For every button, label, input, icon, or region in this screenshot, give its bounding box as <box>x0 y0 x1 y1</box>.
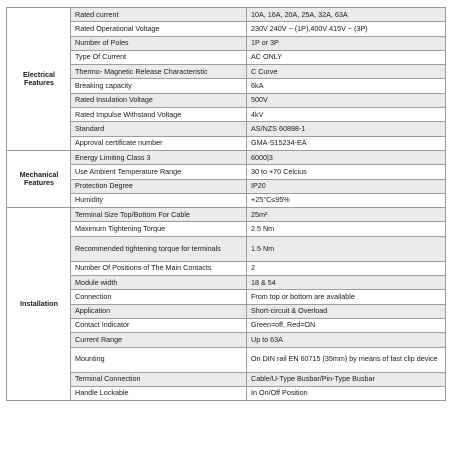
spec-label: Application <box>71 304 247 318</box>
spec-label: Rated Impulse Withstand Voltage <box>71 108 247 122</box>
specification-table-body <box>7 8 446 401</box>
spec-label: Humidity <box>71 193 247 207</box>
spec-row-energy-limiting-class-3 <box>7 150 446 164</box>
spec-value: Up to 63A <box>247 333 446 347</box>
spec-row-rated-current <box>7 8 446 22</box>
spec-label: Recommended tightening torque for terminals <box>71 236 247 261</box>
spec-row-maximum-tightening-torque <box>7 222 446 236</box>
spec-label: Module width <box>71 276 247 290</box>
spec-row-mounting <box>7 347 446 372</box>
spec-value: 10A, 16A, 20A, 25A, 32A, 63A <box>247 8 446 22</box>
spec-label: Rated current <box>71 8 247 22</box>
spec-label: Number of Poles <box>71 36 247 50</box>
spec-value: C Curve <box>247 65 446 79</box>
spec-row-protection-degree <box>7 179 446 193</box>
spec-value: AS/NZS 60898-1 <box>247 122 446 136</box>
spec-value: 4kV <box>247 108 446 122</box>
spec-value: Short-circuit & Overload <box>247 304 446 318</box>
spec-row-approval-certificate-number <box>7 136 446 150</box>
spec-row-connection <box>7 290 446 304</box>
spec-value: Green=off, Red=ON <box>247 318 446 332</box>
spec-value: 230V 240V ~ (1P),400V 415V ~ (3P) <box>247 22 446 36</box>
spec-label: Thermo- Magnetic Release Characteristic <box>71 65 247 79</box>
spec-value: 1P or 3P <box>247 36 446 50</box>
spec-value: 6kA <box>247 79 446 93</box>
spec-value: In On/Off Position <box>247 386 446 400</box>
spec-label: Terminal Connection <box>71 372 247 386</box>
spec-value: 25m² <box>247 208 446 222</box>
spec-row-number-of-positions-of-the-main-contacts <box>7 261 446 275</box>
spec-row-terminal-size-top-bottom-for-cable <box>7 208 446 222</box>
spec-label: Protection Degree <box>71 179 247 193</box>
spec-row-breaking-capacity <box>7 79 446 93</box>
spec-value: 30 to +70 Celcius <box>247 165 446 179</box>
spec-value: IP20 <box>247 179 446 193</box>
spec-row-rated-operational-voltage <box>7 22 446 36</box>
spec-value: From top or bottom are available <box>247 290 446 304</box>
spec-value: GMA-S15234-EA <box>247 136 446 150</box>
spec-label: Terminal Size Top/Bottom For Cable <box>71 208 247 222</box>
spec-row-terminal-connection <box>7 372 446 386</box>
spec-label: Handle Lockable <box>71 386 247 400</box>
group-title-electrical-features: Electrical Features <box>7 8 71 151</box>
spec-value: Cable/U-Type Busbar/Pin-Type Busbar <box>247 372 446 386</box>
spec-row-module-width <box>7 276 446 290</box>
spec-value: 2.5 Nm <box>247 222 446 236</box>
spec-label: Energy Limiting Class 3 <box>71 150 247 164</box>
spec-value: 18 & 54 <box>247 276 446 290</box>
spec-value: AC ONLY <box>247 50 446 64</box>
spec-value: +25°C≤95% <box>247 193 446 207</box>
spec-row-application <box>7 304 446 318</box>
spec-row-type-of-current <box>7 50 446 64</box>
spec-label: Mounting <box>71 347 247 372</box>
spec-value: On DIN rail EN 60715 (35mm) by means of fast clip device <box>247 347 446 372</box>
spec-label: Maximum Tightening Torque <box>71 222 247 236</box>
spec-label: Standard <box>71 122 247 136</box>
spec-value: 6000|3 <box>247 150 446 164</box>
spec-label: Approval certificate number <box>71 136 247 150</box>
group-title-mechanical-features: Mechanical Features <box>7 150 71 207</box>
group-title-installation: Installation <box>7 208 71 401</box>
spec-row-humidity <box>7 193 446 207</box>
spec-value: 500V <box>247 93 446 107</box>
spec-label: Breaking capacity <box>71 79 247 93</box>
spec-row-rated-impulse-withstand-voltage <box>7 108 446 122</box>
specification-table <box>6 7 446 401</box>
spec-row-current-range <box>7 333 446 347</box>
spec-row-number-of-poles <box>7 36 446 50</box>
spec-label: Current Range <box>71 333 247 347</box>
spec-label: Rated Operational Voltage <box>71 22 247 36</box>
spec-row-contact-indicator <box>7 318 446 332</box>
spec-row-use-ambient-temperature-range <box>7 165 446 179</box>
spec-row-handle-lockable <box>7 386 446 400</box>
spec-value: 1.5 Nm <box>247 236 446 261</box>
spec-row-standard <box>7 122 446 136</box>
spec-label: Use Ambient Temperature Range <box>71 165 247 179</box>
spec-label: Rated Insulation Voltage <box>71 93 247 107</box>
spec-label: Contact Indicator <box>71 318 247 332</box>
spec-row-rated-insulation-voltage <box>7 93 446 107</box>
spec-label: Type Of Current <box>71 50 247 64</box>
spec-label: Number Of Positions of The Main Contacts <box>71 261 247 275</box>
spec-value: 2 <box>247 261 446 275</box>
spec-row-thermo-magnetic-release-characteristic <box>7 65 446 79</box>
spec-row-recommended-tightening-torque-for-terminals <box>7 236 446 261</box>
spec-label: Connection <box>71 290 247 304</box>
